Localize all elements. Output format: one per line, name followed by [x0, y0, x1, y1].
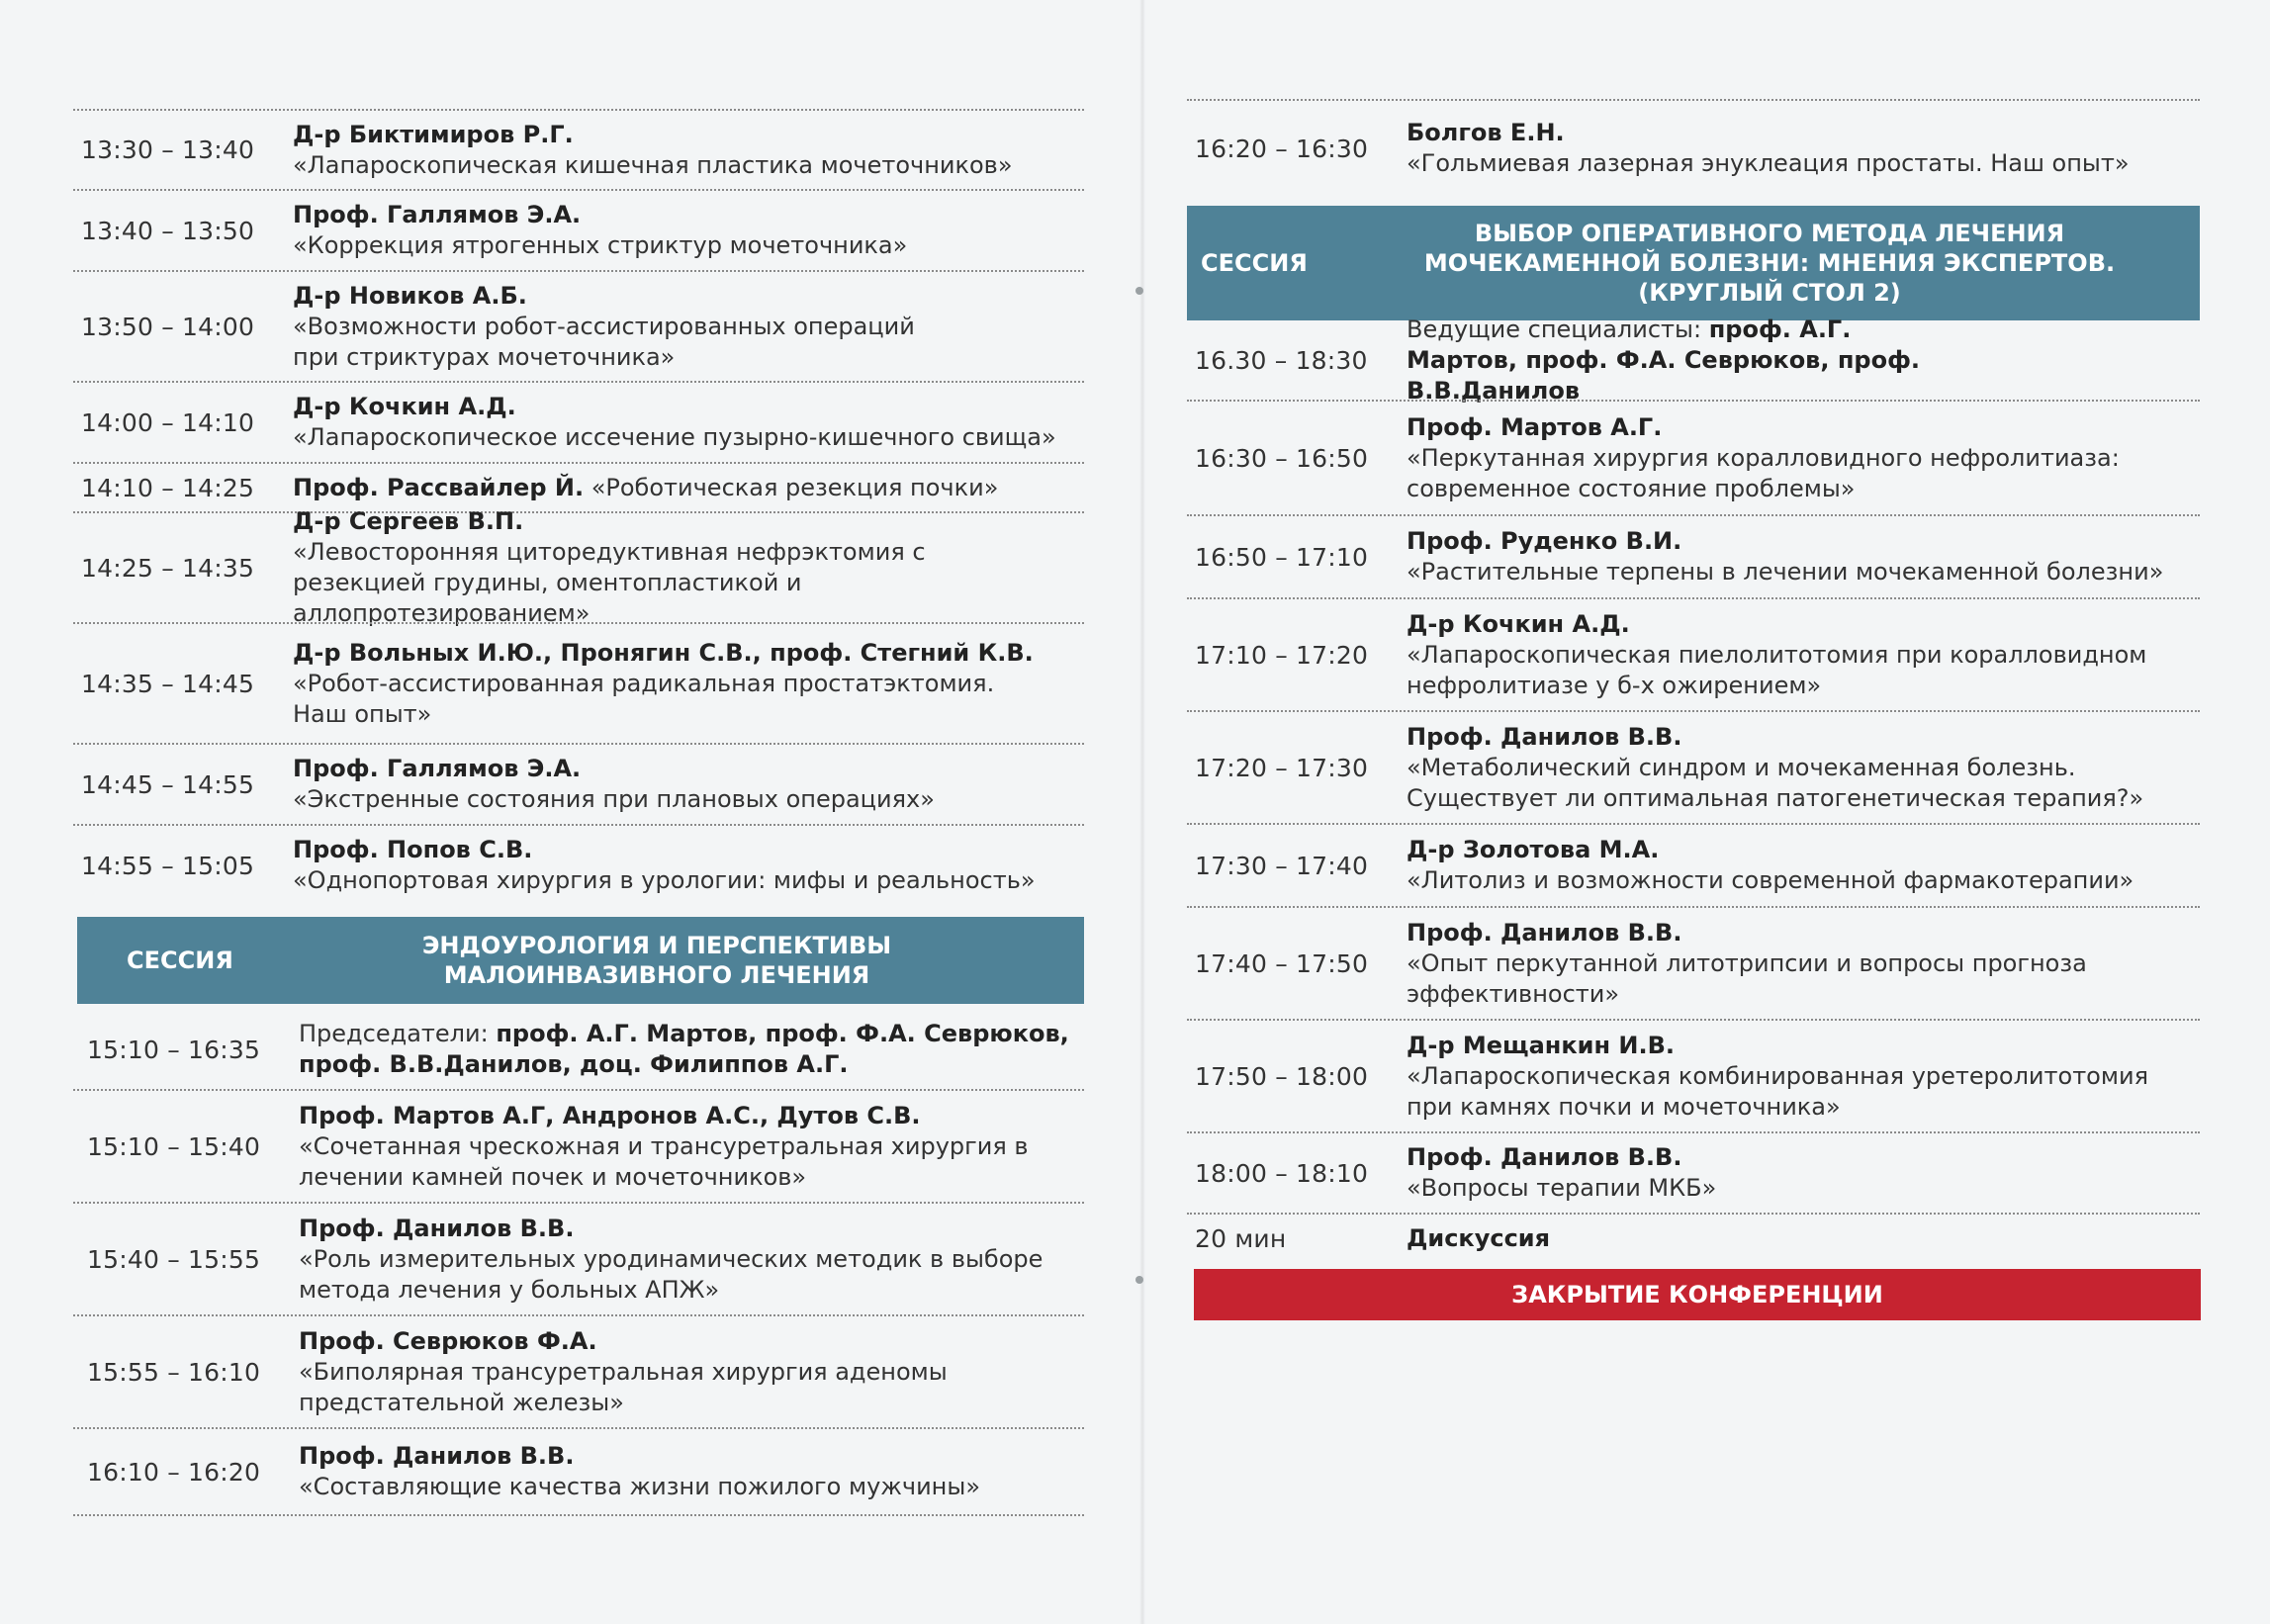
schedule-row: [1187, 710, 2200, 823]
schedule-row: [73, 1010, 1084, 1089]
speaker: Д-р Кочкин А.Д.: [293, 393, 516, 420]
time-slot: 20 мин: [1195, 1223, 1287, 1253]
talk-topic: «Возможности робот-ассистированных операций при стриктурах мочеточника»: [293, 312, 915, 371]
time-slot: 17:20 – 17:30: [1195, 753, 1369, 782]
talk-topic: «Лапароскопическая комбинированная уретеролитотомия при камнях почки и мочеточника»: [1407, 1061, 2148, 1121]
session-label: СЕССИЯ: [127, 947, 233, 974]
talk-topic: «Робот-ассистированная радикальная простатэктомия. Наш опыт»: [293, 669, 995, 728]
closing-banner: ЗАКРЫТИЕ КОНФЕРЕНЦИИ: [1194, 1269, 2201, 1320]
chairs-prefix: Председатели:: [299, 1020, 497, 1047]
talk-topic: «Опыт перкутанной литотрипсии и вопросы прогноза эффективности»: [1407, 948, 2087, 1008]
talk-topic: «Вопросы терапии МКБ»: [1407, 1174, 1717, 1202]
schedule-row: [73, 1427, 1084, 1516]
time-slot: 16:10 – 16:20: [87, 1457, 261, 1487]
time-slot: 14:00 – 14:10: [81, 407, 255, 437]
speaker: Проф. Данилов В.В.: [1407, 1143, 1682, 1171]
time-slot: 15:55 – 16:10: [87, 1357, 261, 1387]
staple-mark: [1135, 1276, 1143, 1284]
speaker: Проф. Данилов В.В.: [299, 1214, 575, 1242]
session-header: [1187, 206, 2200, 320]
time-slot: 14:45 – 14:55: [81, 769, 255, 799]
speaker: Д-р Биктимиров Р.Г.: [293, 120, 574, 148]
time-slot: 14:55 – 15:05: [81, 851, 255, 880]
speaker: Проф. Рассвайлер Й.: [293, 473, 585, 501]
time-slot: 18:00 – 18:10: [1195, 1158, 1369, 1188]
speaker: Д-р Золотова М.А.: [1407, 836, 1660, 863]
schedule-row: [73, 109, 1084, 189]
session-title: ЭНДОУРОЛОГИЯ И ПЕРСПЕКТИВЫ МАЛОИНВАЗИВНОГО ЛЕЧЕНИЯ: [421, 932, 892, 989]
time-slot: 14:35 – 14:45: [81, 669, 255, 698]
talk-topic: «Коррекция ятрогенных стриктур мочеточника»: [293, 231, 908, 259]
schedule-row: [73, 1089, 1084, 1202]
schedule-row: [73, 824, 1084, 905]
speaker: Проф. Мартов А.Г, Андронов А.С., Дутов С.В.: [299, 1101, 921, 1129]
time-slot: 13:40 – 13:50: [81, 216, 255, 245]
schedule-row: [1187, 823, 2200, 906]
talk-topic: «Метаболический синдром и мочекаменная болезнь. Существует ли оптимальная патогенетическая терапия?»: [1407, 753, 2144, 812]
session-header: [77, 917, 1084, 1004]
schedule-row: [1187, 400, 2200, 514]
time-slot: 17:40 – 17:50: [1195, 948, 1369, 978]
time-slot: 16:20 – 16:30: [1195, 134, 1369, 163]
speaker: Проф. Данилов В.В.: [1407, 722, 1682, 751]
discussion-label: Дискуссия: [1407, 1223, 1551, 1252]
time-slot: 16:50 – 17:10: [1195, 542, 1369, 572]
schedule-row: [1187, 597, 2200, 710]
talk-topic: «Левосторонняя циторедуктивная нефрэктомия с резекцией грудины, оментопластикой и аллопротезированием»: [293, 538, 926, 627]
session-title: ВЫБОР ОПЕРАТИВНОГО МЕТОДА ЛЕЧЕНИЯ МОЧЕКАМЕННОЙ БОЛЕЗНИ: МНЕНИЯ ЭКСПЕРТОВ. (КРУГЛЫЙ СТОЛ 2): [1423, 220, 2116, 307]
speaker: Проф. Данилов В.В.: [1407, 918, 1682, 947]
time-slot: 16:30 – 16:50: [1195, 443, 1369, 473]
talk-topic: «Составляющие качества жизни пожилого мужчины»: [299, 1473, 981, 1500]
speaker: Проф. Руденко В.И.: [1407, 527, 1682, 555]
speaker: Болгов Е.Н.: [1407, 119, 1565, 146]
talk-topic: «Растительные терпены в лечении мочекаменной болезни»: [1407, 558, 2164, 586]
left-page: [73, 109, 1084, 1516]
schedule-row: [1187, 514, 2200, 597]
schedule-row: [1187, 99, 2200, 196]
time-slot: 17:50 – 18:00: [1195, 1061, 1369, 1091]
leads-prefix: Ведущие специалисты:: [1407, 315, 1709, 343]
schedule-row: [1187, 1131, 2200, 1213]
right-page: [1187, 99, 2200, 1262]
talk-topic: «Гольмиевая лазерная энуклеация простаты. Наш опыт»: [1407, 149, 2130, 177]
schedule-row: [73, 622, 1084, 743]
time-slot: 15:40 – 15:55: [87, 1244, 261, 1274]
speaker: Проф. Мартов А.Г.: [1407, 412, 1663, 441]
time-slot: 16.30 – 18:30: [1195, 345, 1368, 375]
schedule-row: [73, 189, 1084, 270]
schedule-row: [73, 743, 1084, 824]
schedule-row: [1187, 906, 2200, 1019]
speaker: Проф. Галлямов Э.А.: [293, 201, 582, 228]
talk-topic: «Роль измерительных уродинамических методик в выборе метода лечения у больных АПЖ»: [299, 1244, 1044, 1304]
talk-topic: «Сочетанная чрескожная и трансуретральная хирургия в лечении камней почек и мочеточников»: [299, 1131, 1029, 1191]
talk-topic: «Роботическая резекция почки»: [590, 473, 999, 501]
time-slot: 17:10 – 17:20: [1195, 640, 1369, 670]
talk-topic: «Лапароскопическое иссечение пузырно-кишечного свища»: [293, 423, 1056, 451]
talk-topic: «Лапароскопическая кишечная пластика мочеточников»: [293, 150, 1013, 179]
talk-topic: «Однопортовая хирургия в урологии: мифы и реальность»: [293, 866, 1036, 894]
time-slot: 13:30 – 13:40: [81, 135, 255, 164]
time-slot: 14:25 – 14:35: [81, 553, 255, 583]
schedule-row: [73, 381, 1084, 462]
page-fold: [1139, 0, 1145, 1624]
speaker: Проф. Данилов В.В.: [299, 1442, 575, 1470]
schedule-row: [1187, 315, 2200, 405]
schedule-row: [1187, 1213, 2200, 1262]
speaker: Проф. Галлямов Э.А.: [293, 755, 582, 782]
time-slot: 13:50 – 14:00: [81, 312, 255, 341]
schedule-row: [1187, 1019, 2200, 1131]
speaker: Д-р Кочкин А.Д.: [1407, 609, 1630, 638]
speaker: Проф. Севрюков Ф.А.: [299, 1326, 597, 1355]
chairs-names: проф. А.Г. Мартов, проф. Ф.А. Севрюков, проф. В.В.Данилов, доц. Филиппов А.Г.: [299, 1020, 1069, 1078]
talk-topic: «Биполярная трансуретральная хирургия аденомы предстательной железы»: [299, 1357, 948, 1416]
talk-topic: «Перкутанная хирургия коралловидного нефролитиаза: современное состояние проблемы»: [1407, 443, 2120, 502]
staple-mark: [1135, 287, 1143, 295]
schedule-row: [73, 270, 1084, 381]
schedule-row: [73, 1314, 1084, 1427]
talk-topic: «Литолиз и возможности современной фармакотерапии»: [1407, 866, 2134, 894]
schedule-row: [73, 1202, 1084, 1314]
time-slot: 15:10 – 16:35: [87, 1035, 261, 1064]
time-slot: 14:10 – 14:25: [81, 473, 255, 502]
leads-names: проф. А.Г. Мартов, проф. Ф.А. Севрюков, проф. В.В.Данилов: [1407, 315, 1921, 405]
speaker: Д-р Новиков А.Б.: [293, 281, 527, 310]
session-label: СЕССИЯ: [1201, 249, 1308, 277]
speaker: Д-р Мещанкин И.В.: [1407, 1031, 1675, 1059]
talk-topic: «Лапароскопическая пиелолитотомия при коралловидном нефролитиазе у б-х ожирением»: [1407, 640, 2147, 699]
time-slot: 17:30 – 17:40: [1195, 851, 1369, 880]
talk-topic: «Экстренные состояния при плановых операциях»: [293, 785, 935, 813]
speaker: Проф. Попов С.В.: [293, 836, 533, 863]
speaker: Д-р Сергеев В.П.: [293, 507, 524, 535]
schedule-row: [73, 507, 1084, 627]
time-slot: 15:10 – 15:40: [87, 1131, 261, 1161]
speaker: Д-р Вольных И.Ю., Пронягин С.В., проф. Стегний К.В.: [293, 638, 1034, 667]
